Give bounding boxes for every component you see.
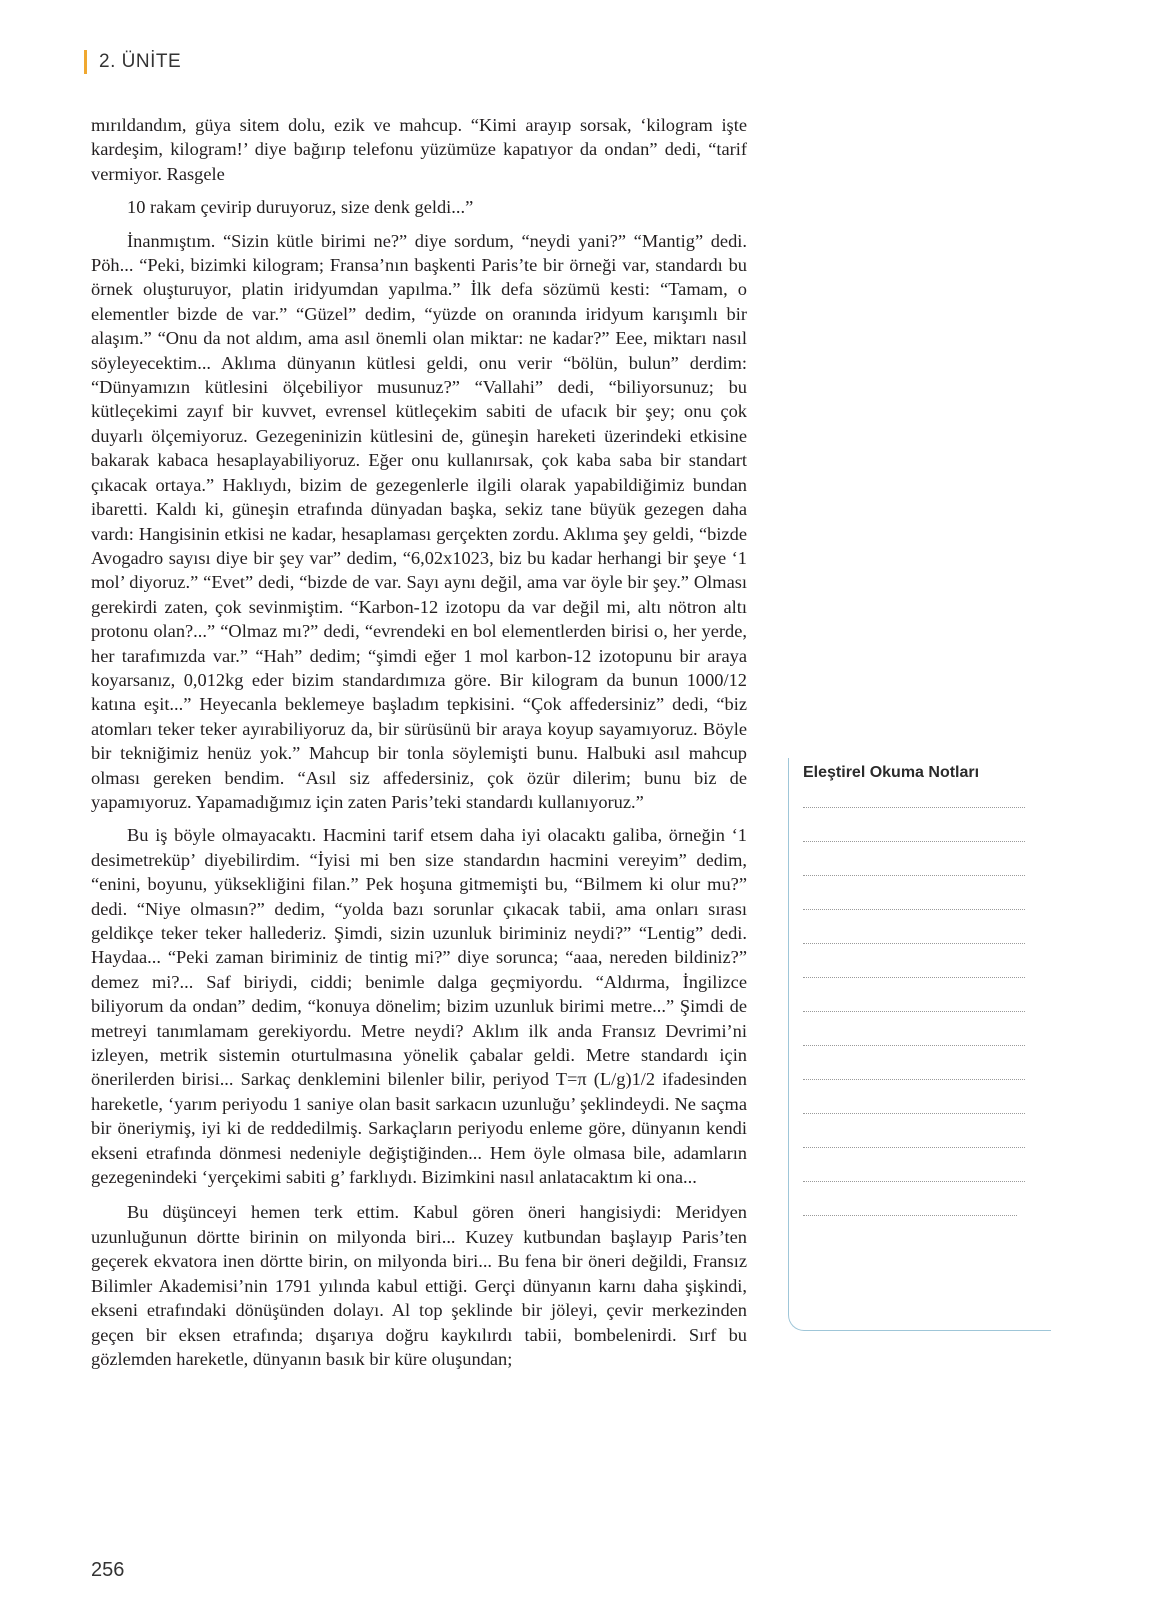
paragraph-3: İnanmıştım. “Sizin kütle birimi ne?” diye sordum, “neydi yani?” “Mantig” dedi. Pöh... “Peki, bizimki kilogram; Fransa’nın başkenti Paris’te bir örneği var, standardı bu örnek oluşturuyor, platin iridyumdan yapılma.” İlk defa sözümü kesti: “Tamam, o elementler bizde de var.” “Güzel” dedim, “yüzde on oranında iridyum karışımlı bir alaşım.” “Onu da not aldım, ama asıl önemli olan miktar: ne kadar?” Eee, miktarı nasıl söyleyecektim... Aklıma dünyanın kütlesi geldi, onu verir “bölün, bulun” derdim: “Dünyamızın kütlesini ölçebiliyor musunuz?” “Vallahi” dedi, “biliyorsunuz; bu kütleçekimi zayıf bir kuvvet, evrensel kütleçekim sabiti de ufacık bir şey; onu çok duyarlı ölçemiyoruz. Gezegeninizin kütlesini de, güneşin hareketi üzerindeki etkisine bakarak kabaca hesaplayabiliyoruz. Eğer onu kullanırsak, çok kaba saba bir standart çıkacak ortaya.” Haklıydı, bizim de gezegenlerle ilgili olarak yapabildiğimiz bundan ibaretti. Kaldı ki, güneşin etrafında dünyadan başka, sekiz tane büyük gezegen daha vardı: Hangisinin etkisi ne kadar, hesaplaması gerçekten zordu. Aklıma şey geldi, “bizde Avogadro sayısı diye bir şey var” dedim, “6,02x1023, biz bu kadar herhangi bir şeye ‘1 mol’ diyoruz.” “Evet” dedi, “bizde de var. Sayı aynı değil, ama var öyle bir şey.” Olması gerekirdi zaten, çok sevinmiştim. “Karbon-12 izotopu da var değil mi, altı nötron altı protonu olan?...” “Olmaz mı?” dedi, “evrendeki en bol elementlerden birisi o, her yerde, her tarafımızda var.” “Hah” dedim; “şimdi eğer 1 mol karbon-12 izotopunu bir araya koyarsanız, 0,012kg eder bizim standardımıza göre. Bir kilogram da bunun 1000/12 katına eşit...” Heyecanla beklemeye başladım tepkisini. “Çok affedersiniz” dedi, “biz atomları teker teker ayırabiliyoruz da, bir sürüsünü bir araya koyup sayamıyoruz. Böyle bir tekniğimiz henüz yok.” Mahcup bir tonla söylemişti bunu. Halbuki asıl mahcup olması gereken bendim. “Asıl siz affedersiniz, çok özür dilerim; bunu biz de yapamıyoruz. Yapamadığımız için zaten Paris’teki standardı kullanıyoruz.” <box>91 230 747 812</box>
paragraph-4: Bu iş böyle olmayacaktı. Hacmini tarif etsem daha iyi olacaktı galiba, örneğin ‘1 desimetreküp’ diyebilirdim. “İyisi mi ben size standardın hacmini vereyim” dedim, “enini, boyunu, yüksekliğini filan.” Pek hoşuna gitmemişti bu, “Bilmem ki olur mu?” dedi. “Niye olmasın?” dedim, “yolda bazı sorunlar çıkacak tabii, ama onları sırası geldikçe teker teker hallederiz. Şimdi, sizin uzunluk biriminiz neydi?” “Lentig” dedi. Haydaa... “Peki zaman biriminiz de tintig mi?” diye sorunca; “aaa, nereden bildiniz?” demez mi?... Saf biriydi, ciddi; benimle dalga geçmiyordu. “Aldırma, İngilizce biliyorum da ondan” dedim, “konuya dönelim; bizim uzunluk birimi metre...” Şimdi de metreyi tanımlamam gerekiyordu. Metre neydi? Aklım ilk anda Fransız Devrimi’ni izleyen, metrik sistemin oturtulmasına yönelik çabalar geldi. Metre standardı için önerilerden birisi... Sarkaç denklemini bilenler bilir, periyod T=π (L/g)1/2 ifadesinden hareketle, ‘yarım periyodu 1 saniye olan basit sarkacın uzunluğu’ şeklindeydi. Ne saçma bir öneriymiş, iyi ki de reddedilmiş. Sarkaçların periyodu enleme göre, dünyanın kendi ekseni etrafında dönmesi nedeniyle değiştiğinden... Hem öyle olmasa bile, adamların gezegenindeki ‘yerçekimi sabiti g’ farklıydı. Bizimkini nasıl anlatacaktım ki ona... <box>91 825 747 1188</box>
note-line <box>803 807 1025 808</box>
note-line <box>803 1113 1025 1114</box>
note-line <box>803 909 1025 910</box>
note-line <box>803 841 1025 842</box>
paragraph-5: Bu düşünceyi hemen terk ettim. Kabul gören öneri hangisiydi: Meridyen uzunluğunun dörtte birinin on milyonda biri... Kuzey kutbundan başlayıp Paris’ten geçerek ekvatora inen dörtte birin, on milyonda biri... Bu fena bir öneri değildi, Fransız Bilimler Akademisi’nin 1791 yılında kabul ettiği. Gerçi dünyanın karnı daha şişkindi, ekseni etrafındaki dönüşünden dolayı. Al top şeklinde bir jöleyi, çevir merkezinden geçen bir eksen etrafında; dışarıya doğru kaykılırdı tabii, bombelenirdi. Sırf bu gözlemden hareketle, dünyanın basık bir küre oluşundan; <box>91 1202 747 1369</box>
unit-title: 2. ÜNİTE <box>99 51 182 72</box>
paragraph-1: mırıldandım, güya sitem dolu, ezik ve mahcup. “Kimi arayıp sorsak, ‘kilogram işte kardeşim, kilogram!’ diye bağırıp telefonu yüzümüze kapatıyor da ondan” dedi, “tarif vermiyor. Rasgele <box>91 115 747 184</box>
note-line <box>803 875 1025 876</box>
notes-title: Eleştirel Okuma Notları <box>803 764 980 781</box>
note-line <box>803 943 1025 944</box>
page-number: 256 <box>91 1559 125 1581</box>
main-text <box>91 113 747 1371</box>
note-line <box>803 1181 1025 1182</box>
note-line <box>803 1045 1025 1046</box>
paragraph-2: 10 rakam çevirip duruyoruz, size denk geldi...” <box>127 197 474 218</box>
note-line <box>803 1215 1017 1216</box>
note-line <box>803 1079 1025 1080</box>
unit-accent-bar <box>84 50 87 74</box>
note-line <box>803 1011 1025 1012</box>
note-line <box>803 1147 1025 1148</box>
note-line <box>803 977 1025 978</box>
unit-header <box>84 50 181 74</box>
critical-reading-notes <box>788 758 1051 1331</box>
